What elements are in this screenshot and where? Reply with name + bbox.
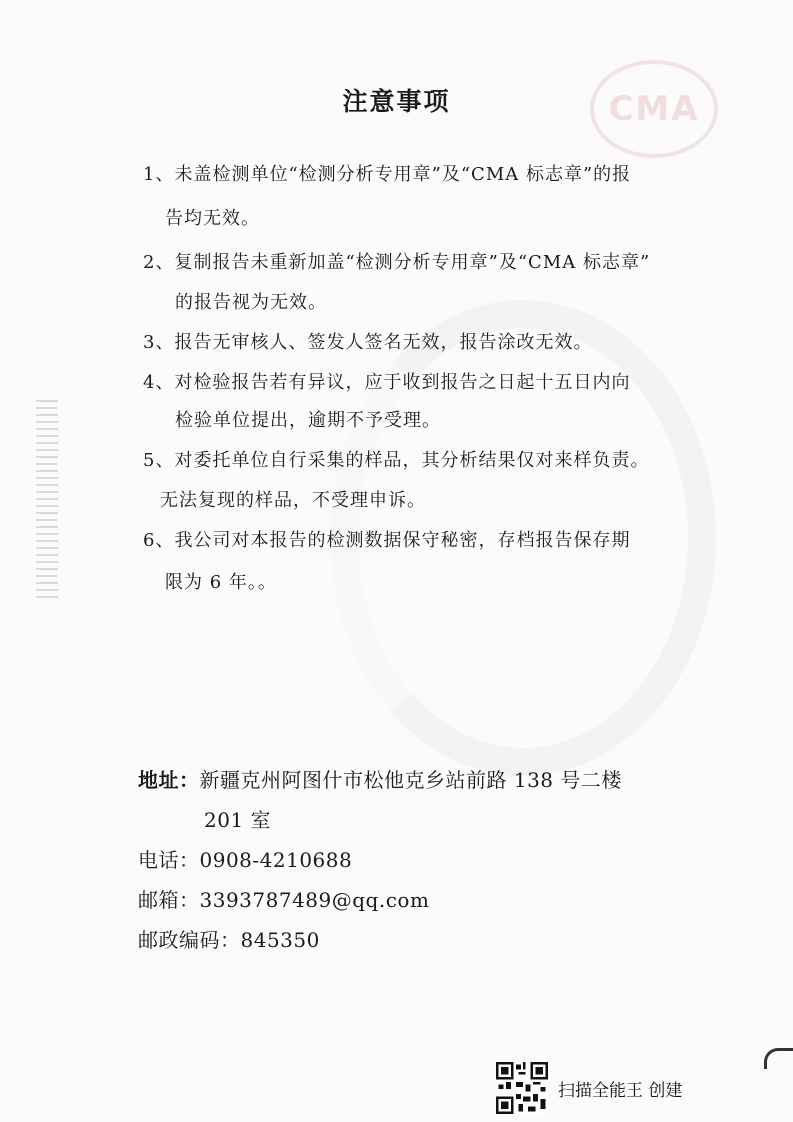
notice-line: 1、未盖检测单位“检测分析专用章”及“CMA 标志章”的报 xyxy=(143,164,632,185)
notice-line: 3、报告无审核人、签发人签名无效，报告涂改无效。 xyxy=(143,332,593,353)
postcode-value: 845350 xyxy=(240,928,320,952)
notice-line: 2、复制报告未重新加盖“检测分析专用章”及“CMA 标志章” xyxy=(143,252,651,273)
notice-line: 告均无效。 xyxy=(165,208,260,229)
address-line2: 201 室 xyxy=(204,808,272,832)
email-value: 3393787489@qq.com xyxy=(199,888,430,912)
postcode-row xyxy=(138,924,320,953)
qr-code-icon xyxy=(496,1062,548,1114)
notice-line: 5、对委托单位自行采集的样品，其分析结果仅对来样负责。 xyxy=(143,450,650,471)
postcode-label: 邮政编码： xyxy=(138,928,241,952)
cma-stamp: CMA xyxy=(590,60,718,158)
phone-value: 0908-4210688 xyxy=(199,848,353,872)
address-value: 新疆克州阿图什市松他克乡站前路 138 号二楼 xyxy=(199,768,622,792)
email-label: 邮箱： xyxy=(138,888,200,912)
notice-line: 的报告视为无效。 xyxy=(175,292,327,313)
phone-row xyxy=(138,844,352,873)
notice-line: 限为 6 年。。 xyxy=(165,572,277,593)
address-label: 地址： xyxy=(138,768,200,792)
scanner-app-label: 扫描全能王 创建 xyxy=(558,1080,683,1101)
notice-line: 检验单位提出，逾期不予受理。 xyxy=(175,410,441,431)
phone-label: 电话： xyxy=(138,848,200,872)
corner-mark xyxy=(764,1048,793,1069)
page-title: 注意事项 xyxy=(342,87,451,116)
scan-edge-artifact xyxy=(36,400,58,600)
notice-line: 4、对检验报告若有异议，应于收到报告之日起十五日内向 xyxy=(143,372,631,393)
email-row xyxy=(138,884,429,913)
notice-line: 6、我公司对本报告的检测数据保守秘密，存档报告保存期 xyxy=(143,530,631,551)
notice-line: 无法复现的样品，不受理申诉。 xyxy=(160,490,426,511)
address-row xyxy=(138,764,622,793)
scanner-watermark xyxy=(496,1060,682,1116)
